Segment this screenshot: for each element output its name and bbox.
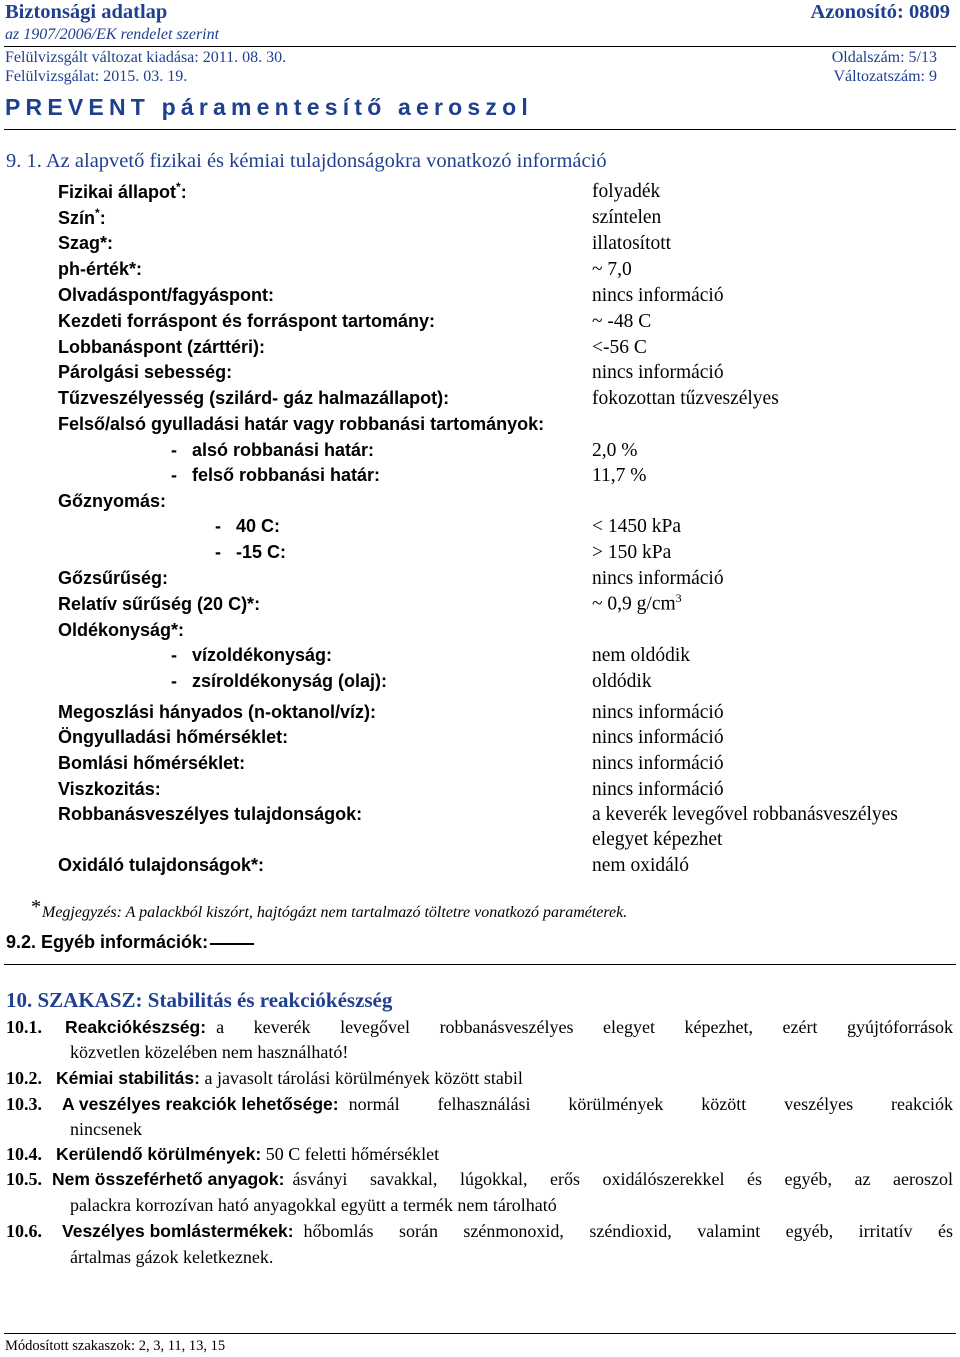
property-label-vapor-density: Gőzsűrűség: xyxy=(58,568,169,588)
property-label-physical-state: Fizikai állapot*: xyxy=(58,180,187,202)
item-10-3-text-line2: nincsenek xyxy=(70,1119,142,1139)
item-10-4-line xyxy=(56,1144,439,1165)
section-9-heading: 9. 1. Az alapvető fizikai és kémiai tulajdonságokra vonatkozó információ xyxy=(6,150,607,172)
item-10-5-text-line2: palackra korrozívan ható anyagokkal együtt a termék nem tárolható xyxy=(70,1195,557,1215)
page-number: Oldalszám: 5/13 xyxy=(831,49,937,66)
section-divider xyxy=(4,964,956,965)
property-value-melting-point: nincs információ xyxy=(592,285,724,306)
property-label-oxidizing-properties: Oxidáló tulajdonságok*: xyxy=(58,855,265,875)
property-value-flash-point: <-56 C xyxy=(592,337,647,358)
footnote-text: Megjegyzés: A palackból kiszórt, hajtógázt nem tartalmazó töltetre vonatkozó paraméterek. xyxy=(42,904,628,921)
property-label-lower-explosion-limit: - alsó robbanási határ: xyxy=(171,440,375,460)
property-value-flammability: fokozottan tűzveszélyes xyxy=(592,388,779,409)
property-value-physical-state: folyadék xyxy=(592,181,661,202)
property-value-upper-explosion-limit: 11,7 % xyxy=(592,465,647,486)
property-label-boiling-point: Kezdeti forráspont és forráspont tartomány: xyxy=(58,311,436,331)
document-identifier: Azonosító: 0809 xyxy=(810,1,950,23)
property-value-ph: ~ 7,0 xyxy=(592,259,632,280)
property-label-flammability: Tűzveszélyesség (szilárd- gáz halmazállapot): xyxy=(58,388,450,408)
property-value-odor: illatosított xyxy=(592,233,672,254)
property-label-explosion-limits: Felső/alsó gyulladási határ vagy robbanási tartományok: xyxy=(58,414,545,434)
item-10-6-number: 10.6. xyxy=(6,1221,42,1241)
property-label-evaporation-rate: Párolgási sebesség: xyxy=(58,362,233,382)
property-label-ph: ph-érték*: xyxy=(58,259,143,279)
property-label-flash-point: Lobbanáspont (zárttéri): xyxy=(58,337,265,357)
property-label-vapor-pressure: Gőznyomás: xyxy=(58,491,167,511)
item-10-3-number: 10.3. xyxy=(6,1094,42,1114)
item-10-6-line1 xyxy=(62,1221,953,1242)
header-bottom-divider xyxy=(4,129,956,130)
item-10-1-text: a keverék levegővel robbanásveszélyes elegyet képezhet, ezért gyújtóforrások xyxy=(216,1017,953,1037)
property-value-explosive-properties-line2: elegyet képezhet xyxy=(592,829,723,850)
property-label-fat-solubility: - zsíroldékonyság (olaj): xyxy=(171,671,388,691)
review-date: Felülvizsgálat: 2015. 03. 19. xyxy=(5,68,188,85)
document-title: Biztonsági adatlap xyxy=(5,1,168,23)
item-10-4-title: Kerülendő körülmények: xyxy=(56,1144,262,1164)
item-10-6-text: hőbomlás során szénmonoxid, széndioxid, valamint egyéb, irritatív és xyxy=(303,1221,953,1241)
item-10-1-title: Reakciókészség: xyxy=(65,1017,207,1037)
item-10-2-title: Kémiai stabilitás: xyxy=(56,1068,200,1088)
item-10-2-number: 10.2. xyxy=(6,1068,42,1088)
property-value-boiling-point: ~ -48 C xyxy=(592,311,652,332)
item-10-5-line1 xyxy=(52,1169,953,1190)
property-value-water-solubility: nem oldódik xyxy=(592,645,691,666)
property-value-vapor-density: nincs információ xyxy=(592,568,724,589)
property-label-water-solubility: - vízoldékonyság: xyxy=(171,645,333,665)
property-value-lower-explosion-limit: 2,0 % xyxy=(592,440,638,461)
item-10-5-number: 10.5. xyxy=(6,1169,42,1189)
property-label-relative-density: Relatív sűrűség (20 C)*: xyxy=(58,594,261,614)
version-number: Változatszám: 9 xyxy=(833,68,937,85)
property-value-vapor-pressure-40: < 1450 kPa xyxy=(592,516,681,537)
section-10-heading: 10. SZAKASZ: Stabilitás és reakciókészség xyxy=(6,988,393,1012)
revised-issue-date: Felülvizsgált változat kiadása: 2011. 08. 30. xyxy=(5,49,287,66)
property-label-decomposition-temp: Bomlási hőmérséklet: xyxy=(58,753,246,773)
property-value-evaporation-rate: nincs információ xyxy=(592,362,724,383)
item-10-3-title: A veszélyes reakciók lehetősége: xyxy=(62,1094,339,1114)
header-divider xyxy=(4,46,956,47)
property-value-color: színtelen xyxy=(592,207,662,228)
footnote-star: * xyxy=(31,896,42,918)
property-label-vapor-pressure-minus15: - -15 C: xyxy=(215,542,287,562)
property-value-oxidizing-properties: nem oxidáló xyxy=(592,855,689,876)
property-label-autoignition-temp: Öngyulladási hőmérséklet: xyxy=(58,727,289,747)
other-info-dash xyxy=(210,943,254,945)
item-10-4-number: 10.4. xyxy=(6,1144,42,1164)
item-10-1-line1 xyxy=(65,1017,953,1038)
modified-sections: Módosított szakaszok: 2, 3, 11, 13, 15 xyxy=(5,1338,226,1354)
footer-divider xyxy=(4,1333,956,1334)
property-label-explosive-properties: Robbanásveszélyes tulajdonságok: xyxy=(58,804,363,824)
item-10-1-number: 10.1. xyxy=(6,1017,42,1037)
property-label-color: Szín*: xyxy=(58,206,106,228)
property-label-melting-point: Olvadáspont/fagyáspont: xyxy=(58,285,275,305)
item-10-1-text-line2: közvetlen közelében nem használható! xyxy=(70,1042,349,1062)
property-value-vapor-pressure-minus15: > 150 kPa xyxy=(592,542,672,563)
property-label-vapor-pressure-40: - 40 C: xyxy=(215,516,281,536)
property-value-explosive-properties: a keverék levegővel robbanásveszélyes xyxy=(592,804,898,825)
property-value-fat-solubility: oldódik xyxy=(592,671,652,692)
item-10-4-text: 50 C feletti hőmérséklet xyxy=(265,1144,440,1164)
item-10-3-line1 xyxy=(62,1094,953,1115)
property-label-viscosity: Viszkozitás: xyxy=(58,779,161,799)
regulation-reference: az 1907/2006/EK rendelet szerint xyxy=(5,26,220,43)
property-label-partition-coefficient: Megoszlási hányados (n-oktanol/víz): xyxy=(58,702,377,722)
property-value-viscosity: nincs információ xyxy=(592,779,724,800)
property-value-decomposition-temp: nincs információ xyxy=(592,753,724,774)
product-title: PREVENT páramentesítő aeroszol xyxy=(5,94,533,120)
property-value-relative-density: ~ 0,9 $g/cm^3$ xyxy=(592,591,682,615)
item-10-2-text: a javasolt tárolási körülmények között stabil xyxy=(204,1068,523,1088)
item-10-3-text: normál felhasználási körülmények között veszélyes reakciók xyxy=(348,1094,953,1114)
property-label-upper-explosion-limit: - felső robbanási határ: xyxy=(171,465,381,485)
property-value-autoignition-temp: nincs információ xyxy=(592,727,724,748)
item-10-2-line xyxy=(56,1068,523,1089)
property-label-odor: Szag*: xyxy=(58,233,114,253)
item-10-6-title: Veszélyes bomlástermékek: xyxy=(62,1221,294,1241)
other-info-label: 9.2. Egyéb információk: xyxy=(6,932,209,952)
property-label-solubility: Oldékonyság*: xyxy=(58,620,185,640)
property-value-partition-coefficient: nincs információ xyxy=(592,702,724,723)
item-10-5-title: Nem összeférhető anyagok: xyxy=(52,1169,285,1189)
item-10-5-text: ásványi savakkal, lúgokkal, erős oxidálószerekkel és egyéb, az aeroszol xyxy=(292,1169,953,1189)
item-10-6-text-line2: ártalmas gázok keletkeznek. xyxy=(70,1247,274,1267)
